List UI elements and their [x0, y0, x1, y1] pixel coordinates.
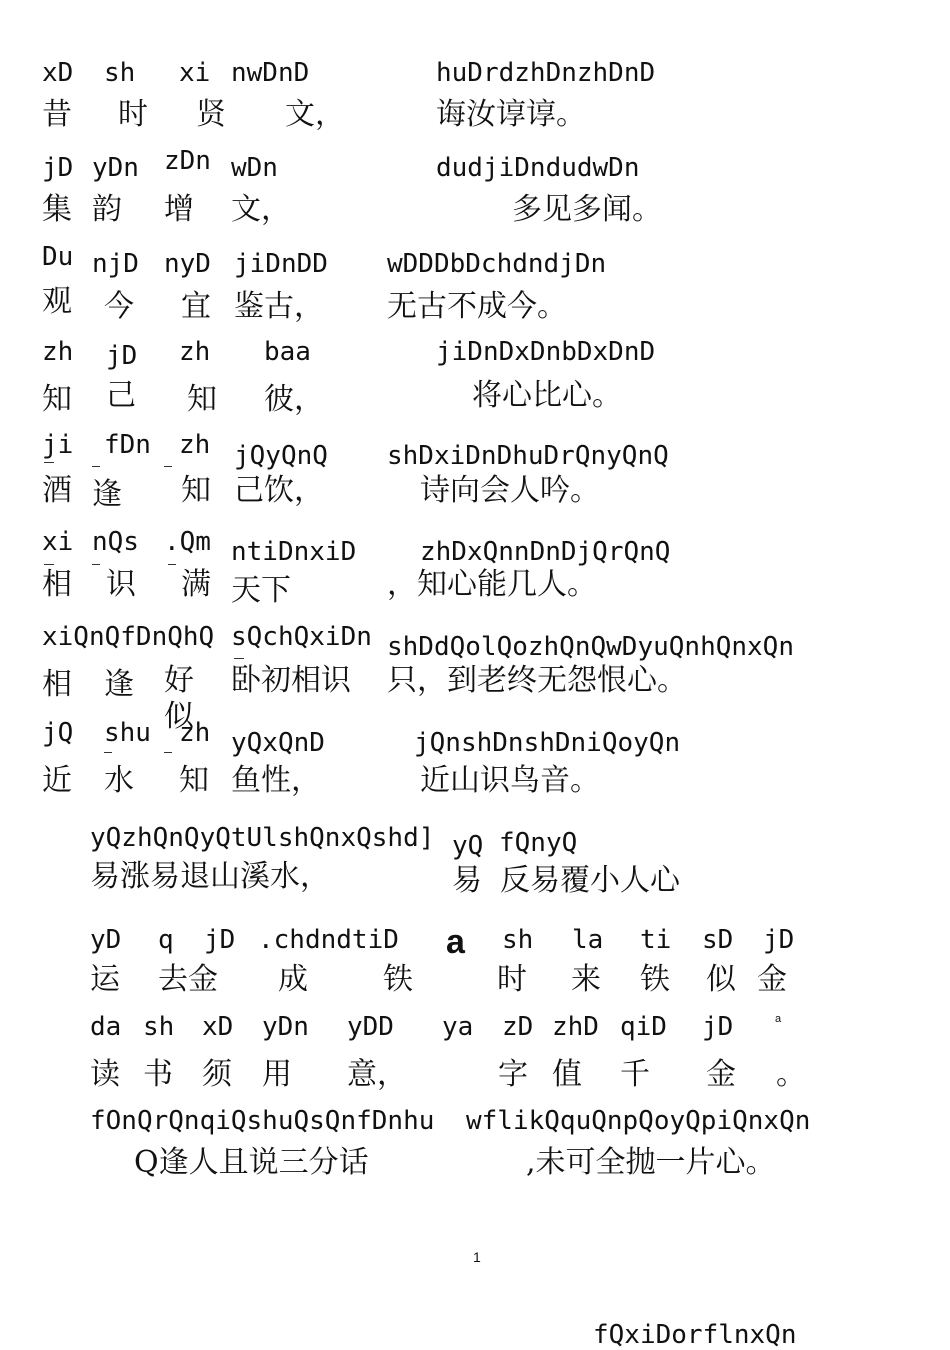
pinyin-text: xD: [202, 1012, 234, 1042]
pinyin-text: yD: [90, 925, 122, 955]
hanzi-text: ,未可全抛一片心。: [526, 1145, 776, 1180]
hanzi-text: 昔: [42, 97, 72, 132]
hanzi-text: 逢: [92, 477, 122, 512]
hanzi-text: 文，: [285, 97, 345, 132]
pinyin-text: yQ: [452, 831, 484, 861]
clipped-glyph: [160, 699, 200, 734]
stroke-mark: [104, 752, 112, 753]
pinyin-text: q: [158, 925, 174, 955]
pinyin-text: xi: [42, 527, 74, 557]
hanzi-text: 意，: [347, 1057, 407, 1092]
pinyin-text: dudjiDndudwDn: [436, 153, 640, 183]
pinyin-text: xD: [42, 58, 74, 88]
hanzi-text: 增: [164, 192, 194, 227]
pinyin-text: xiQnQfDnQhQ: [42, 622, 215, 652]
pinyin-text: nQs: [92, 527, 139, 557]
hanzi-text: 书: [143, 1057, 173, 1092]
hanzi-text: 彼，: [264, 382, 324, 417]
pinyin-text: la: [572, 925, 604, 955]
hanzi-text: 来: [571, 962, 601, 997]
hanzi-text: 韵: [92, 192, 122, 227]
hanzi-text: 金: [706, 1057, 736, 1092]
hanzi-text: 天下: [231, 573, 291, 608]
pinyin-text: sh: [502, 925, 534, 955]
pinyin-text: nwDnD: [231, 58, 310, 88]
stroke-mark: [164, 466, 172, 467]
hanzi-text: 成: [278, 962, 308, 997]
hanzi-text: 宜: [181, 289, 211, 324]
pinyin-text: da: [90, 1012, 122, 1042]
hanzi-text: 文，: [231, 192, 291, 227]
hanzi-text: 酒: [42, 473, 72, 508]
hanzi-text: 己: [106, 378, 136, 413]
pinyin-text: wDn: [231, 153, 278, 183]
pinyin-text: yDD: [347, 1012, 394, 1042]
pinyin-text: zD: [502, 1012, 534, 1042]
stroke-mark: [92, 466, 100, 467]
hanzi-text: 时: [497, 962, 527, 997]
hanzi-text: 诗向会人吟。: [420, 473, 600, 508]
hanzi-text: 知: [179, 763, 209, 798]
pinyin-text: zhDxQnnDnDjQrQnQ: [420, 537, 671, 567]
hanzi-text: 卧初相识: [231, 663, 351, 698]
pinyin-text: zh: [179, 718, 211, 748]
hanzi-text: 铁: [383, 962, 413, 997]
pinyin-text: huDrdzhDnzhDnD: [436, 58, 656, 88]
hanzi-text: ，知心能几人。: [387, 567, 597, 602]
pinyin-text: zDn: [164, 146, 211, 176]
pinyin-text: zh: [179, 430, 211, 460]
pinyin-text: jQnshDnshDniQoyQn: [414, 728, 681, 758]
stroke-mark: [44, 564, 54, 565]
hanzi-text: 近: [42, 763, 72, 798]
hanzi-text: 易: [452, 863, 482, 898]
pinyin-text: zh: [179, 337, 211, 367]
hanzi-text: 知: [181, 473, 211, 508]
hanzi-text: 运: [90, 962, 120, 997]
stroke-mark: [234, 658, 244, 659]
hanzi-text: 千: [620, 1057, 650, 1092]
footer-pinyin: fQxiDorflnxQn: [593, 1320, 797, 1350]
hanzi-text: 似: [706, 962, 736, 997]
pinyin-text: jD: [763, 925, 795, 955]
pinyin-text: jD: [204, 925, 236, 955]
pinyin-text: jD: [702, 1012, 734, 1042]
pinyin-text: shDxiDnDhuDrQnyQnQ: [387, 441, 669, 471]
pinyin-text: njD: [92, 249, 139, 279]
hanzi-text: 鱼性，: [231, 763, 321, 798]
pinyin-text: baa: [264, 337, 311, 367]
hanzi-text: 用: [262, 1057, 292, 1092]
stray-glyph: a: [775, 1013, 782, 1025]
pinyin-text: sD: [702, 925, 734, 955]
hanzi-text: 知: [187, 382, 217, 417]
pinyin-text: ntiDnxiD: [231, 537, 357, 567]
hanzi-text: 多见多闻。: [512, 192, 662, 227]
pinyin-text: .chdndtiD: [258, 925, 399, 955]
hanzi-text: 识: [106, 567, 136, 602]
page-number: 1: [473, 1249, 481, 1265]
hanzi-text: 观: [42, 284, 72, 319]
stroke-mark: [168, 564, 176, 565]
pinyin-text: sQchQxiDn: [231, 622, 372, 652]
pinyin-text: fQnyQ: [499, 828, 578, 858]
hanzi-text: 似: [164, 699, 194, 734]
pinyin-text: fDn: [104, 430, 151, 460]
hanzi-text: 易涨易退山溪水，: [90, 859, 330, 894]
hanzi-text: 知: [42, 382, 72, 417]
hanzi-text: 贤: [196, 97, 226, 132]
pinyin-text: shu: [104, 718, 151, 748]
hanzi-text: 只，到老终无怨恨心。: [387, 663, 687, 698]
hanzi-text: 诲汝谆谆。: [436, 97, 586, 132]
pinyin-text: jQyQnQ: [234, 441, 328, 471]
hanzi-text: 将心比心。: [472, 378, 622, 413]
hanzi-text: 字: [498, 1057, 528, 1092]
pinyin-text: zh: [42, 337, 74, 367]
hanzi-text: 去金: [158, 962, 218, 997]
hanzi-text: 集: [42, 192, 72, 227]
stroke-mark: [92, 564, 100, 565]
pinyin-text: fOnQrQnqiQshuQsQnfDnhu: [90, 1106, 435, 1136]
hanzi-text: 今: [104, 289, 134, 324]
hanzi-text: 近山识鸟音。: [420, 763, 600, 798]
hanzi-text: 读: [90, 1057, 120, 1092]
pinyin-text: nyD: [164, 249, 211, 279]
clipped-phrase: [500, 863, 700, 898]
hanzi-text: 逢: [104, 667, 134, 702]
pinyin-text: ya: [442, 1012, 474, 1042]
pinyin-text: yQzhQnQyQtUlshQnxQshd]: [90, 823, 435, 853]
pinyin-text: shDdQolQozhQnQwDyuQnhQnxQn: [387, 632, 794, 662]
pinyin-text: ji: [42, 430, 74, 460]
pinyin-text: ti: [640, 925, 672, 955]
pinyin-text: wflikQquQnpQoyQpiQnxQn: [466, 1106, 811, 1136]
hanzi-text: 铁: [640, 962, 670, 997]
pinyin-text: jD: [42, 153, 74, 183]
hanzi-text: 值: [552, 1057, 582, 1092]
pinyin-text: jD: [106, 341, 138, 371]
pinyin-text: jiDnDD: [234, 249, 328, 279]
pinyin-text: yDn: [92, 153, 139, 183]
hanzi-text: 须: [202, 1057, 232, 1092]
hanzi-text: Q逢人且说三分话: [134, 1145, 369, 1180]
pinyin-text: sh: [143, 1012, 175, 1042]
pinyin-text: .Qm: [164, 527, 211, 557]
hanzi-text: 无古不成今。: [387, 289, 567, 324]
pinyin-text: yDn: [262, 1012, 309, 1042]
pinyin-text: jQ: [42, 718, 74, 748]
pinyin-text: yQxQnD: [231, 728, 325, 758]
stroke-mark: [164, 752, 172, 753]
pinyin-text: Du: [42, 242, 74, 272]
hanzi-text: 水: [104, 763, 134, 798]
hanzi-text: 己饮，: [234, 473, 324, 508]
pinyin-text: zhD: [552, 1012, 599, 1042]
hanzi-text: 相: [42, 567, 72, 602]
hanzi-text: 。: [776, 1057, 806, 1092]
hanzi-text: 好: [164, 663, 194, 698]
stray-glyph: a: [446, 923, 465, 961]
stroke-mark: [44, 462, 54, 463]
hanzi-text: 鉴古，: [234, 289, 324, 324]
hanzi-text: 反易覆小人心: [500, 863, 680, 898]
hanzi-text: 相: [42, 667, 72, 702]
pinyin-text: wDDDbDchdndjDn: [387, 249, 607, 279]
pinyin-text: qiD: [620, 1012, 667, 1042]
hanzi-text: 金: [757, 962, 787, 997]
hanzi-text: 时: [118, 97, 148, 132]
pinyin-text: xi: [179, 58, 211, 88]
pinyin-text: jiDnDxDnbDxDnD: [436, 337, 656, 367]
pinyin-text: sh: [104, 58, 136, 88]
hanzi-text: 满: [181, 567, 211, 602]
